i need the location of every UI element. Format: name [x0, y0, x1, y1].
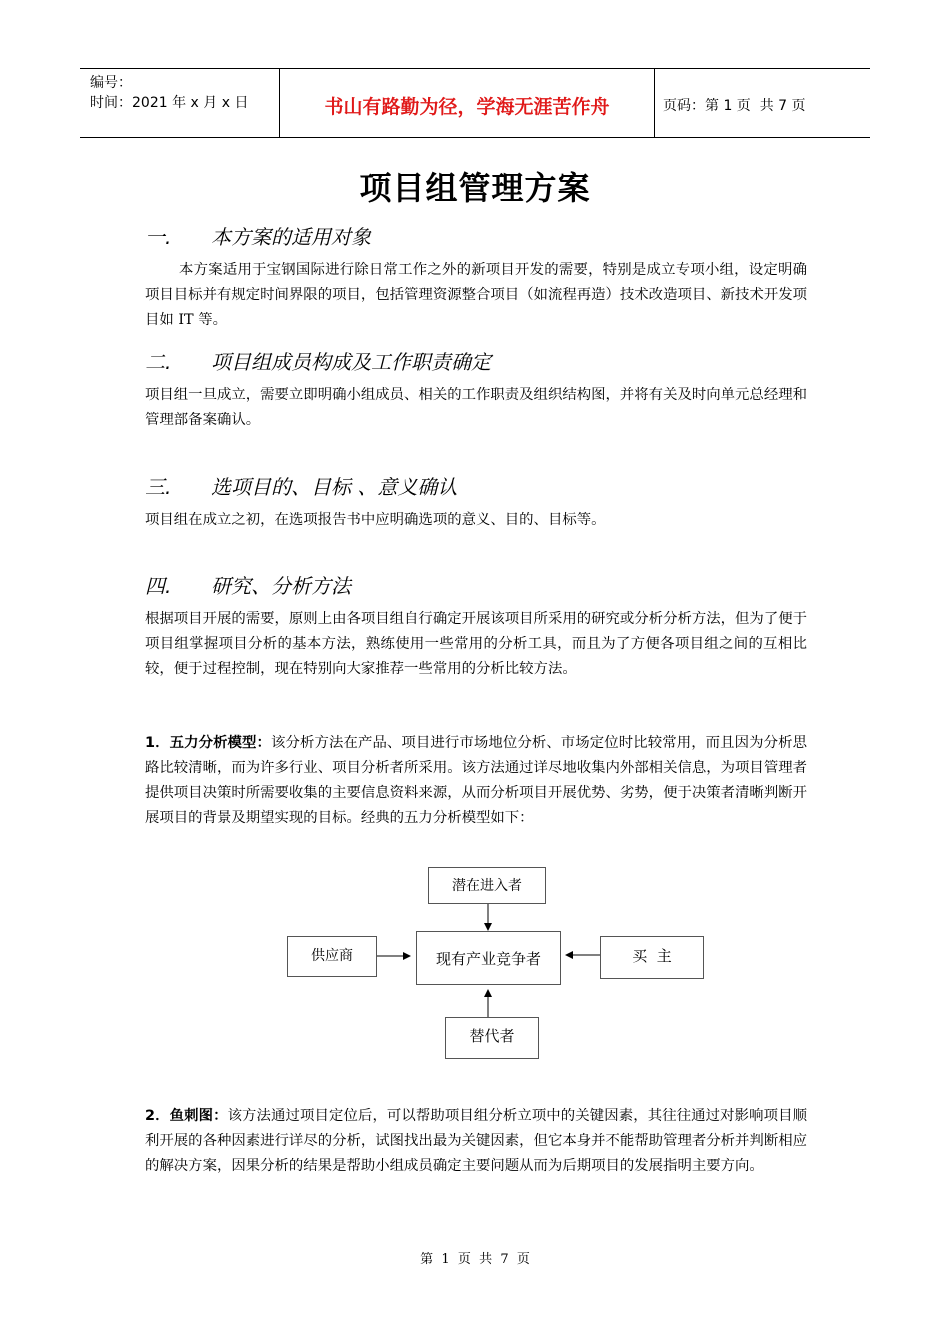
date-label: 时间：2021 年 x 月 x 日 — [90, 95, 249, 111]
fishbone-text: 该方法通过项目定位后，可以帮助项目组分析立项中的关键因素，其往往通过对影响项目顺利开展的各种因素进行详尽的分析，试图找出最为关键因素，但它本身并不能帮助管理者分析并判断相应的解决方案，因果分析的结果是帮助小组成员确定主要问题从而为后期项目的发展指明主要方向。 — [145, 1108, 807, 1174]
section-number: 四. — [145, 574, 172, 598]
box-potential-entrants — [428, 867, 546, 904]
motto-text: 书山有路勤为径，学海无涯苦作舟 — [324, 95, 610, 118]
paragraph-fishbone — [145, 1104, 807, 1179]
section-title: 本方案的适用对象 — [211, 225, 371, 249]
section-title: 项目组成员构成及工作职责确定 — [211, 350, 491, 374]
section-title: 选项目的、目标 、意义确认 — [211, 475, 458, 499]
box-label: 替代者 — [469, 1027, 515, 1045]
box-label: 潜在进入者 — [452, 878, 522, 894]
paragraph-methods: 根据项目开展的需要，原则上由各项目组自行确定开展该项目所采用的研究或分析分析方法，但为了便于项目组掌握项目分析的基本方法，熟练使用一些常用的分析工具，而且为了方便各项目组之间的互相比较，便于过程控制，现在特别向大家推荐一些常用的分析比较方法。 — [145, 611, 807, 677]
box-label: 现有产业竞争者 — [435, 949, 541, 968]
section-number: 一. — [145, 225, 172, 249]
box-suppliers — [287, 936, 377, 977]
paragraph-objectives: 项目组在成立之初，在选项报告书中应明确选项的意义、目的、目标等。 — [145, 512, 606, 528]
serial-number-label: 编号： — [90, 75, 132, 91]
document-title: 项目组管理方案 — [359, 169, 591, 207]
box-buyers — [600, 936, 704, 979]
paragraph-members: 项目组一旦成立，需要立即明确小组成员、相关的工作职责及组织结构图，并将有关及时向单元总经理和管理部备案确认。 — [145, 387, 807, 428]
section-number: 三. — [145, 475, 172, 499]
paragraph-scope: 本方案适用于宝钢国际进行除日常工作之外的新项目开发的需要，特别是成立专项小组，设定明确项目目标并有规定时间界限的项目，包括管理资源整合项目（如流程再造）技术改造项目、新技术开发项目如 IT 等。 — [145, 262, 807, 328]
section-number: 二. — [145, 350, 172, 374]
box-label: 供应商 — [311, 948, 353, 964]
fishbone-label: 2．鱼刺图： — [145, 1108, 228, 1124]
section-title: 研究、分析方法 — [211, 574, 351, 598]
page-info: 页码：第 1 页 共 7 页 — [663, 97, 806, 114]
page-footer: 第 1 页 共 7 页 — [420, 1252, 530, 1267]
box-substitutes — [445, 1017, 539, 1059]
five-forces-text: 该分析方法在产品、项目进行市场地位分析、市场定位时比较常用，而且因为分析思路比较清晰，而为许多行业、项目分析者所采用。该方法通过详尽地收集内外部相关信息，为项目管理者提供项目决策时所需要收集的主要信息资料来源，从而分析项目开展优势、劣势，便于决策者清晰判断开展项目的背景及期望实现的目标。经典的五力分析模型如下： — [145, 735, 807, 826]
box-industry-competitors — [416, 931, 561, 985]
five-forces-label: 1．五力分析模型： — [145, 735, 272, 751]
box-label: 买 主 — [632, 947, 672, 965]
